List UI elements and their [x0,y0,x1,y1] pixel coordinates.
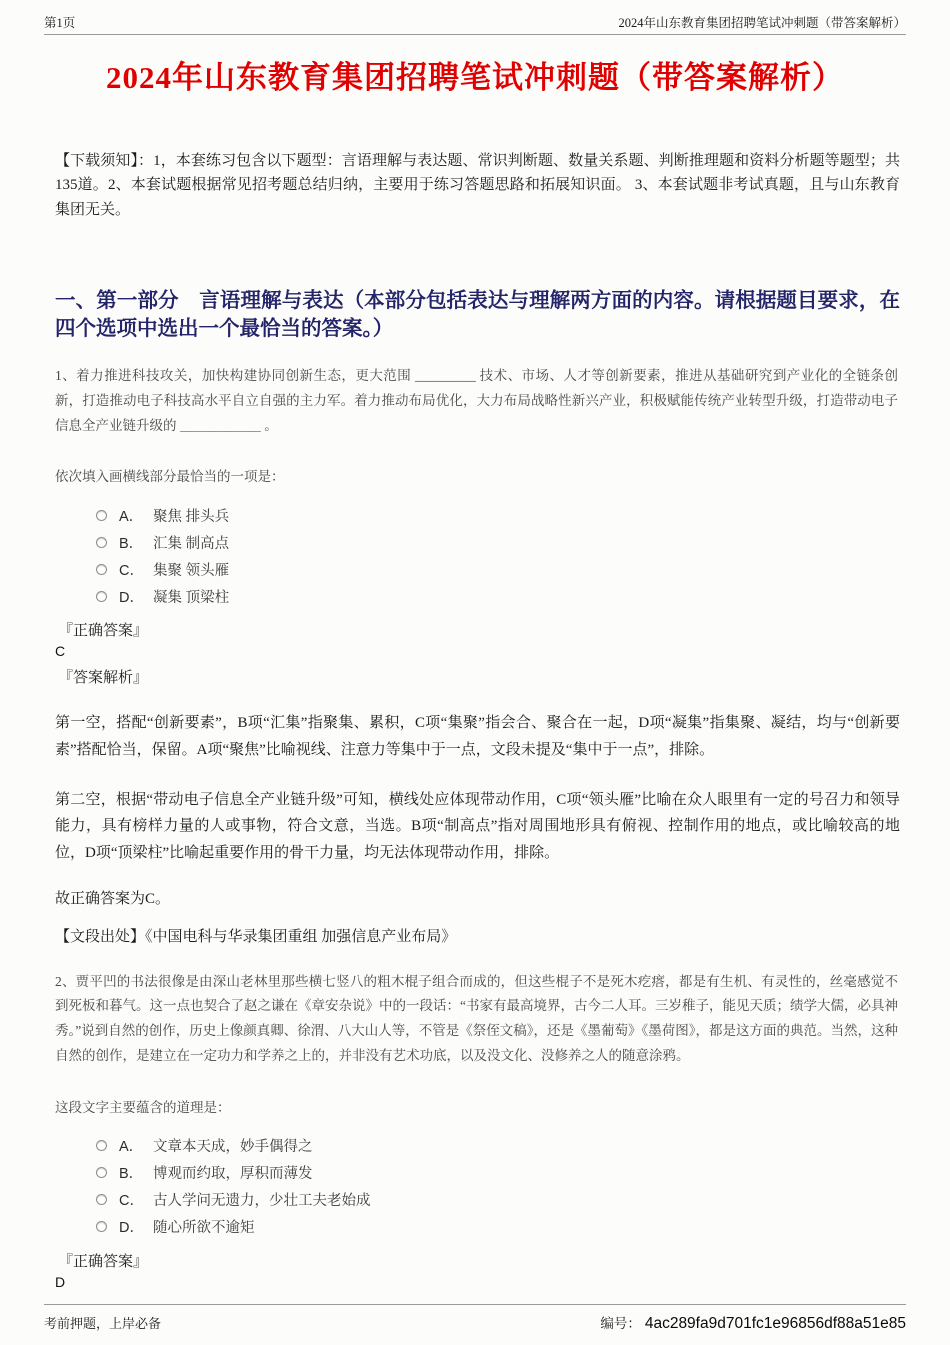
footer-id-value: 4ac289fa9d701fc1e96856df88a51e85 [644,1315,906,1332]
option-letter: B． [119,535,144,552]
correct-answer-value: C [55,643,66,660]
option-radio[interactable] [96,1167,107,1178]
section-heading: 一、第一部分 言语理解与表达（本部分包括表达与理解两方面的内容。请根据题目要求，在四个选项中选出一个最恰当的答案。） [55,289,900,340]
question-1-prompt: 依次填入画横线部分最恰当的一项是： [55,469,285,485]
option-row-b[interactable] [96,534,950,550]
option-letter: A． [119,1139,144,1156]
option-row-b[interactable] [96,1165,950,1181]
page-number: 第1页 [44,16,76,30]
option-radio[interactable] [96,1194,107,1205]
option-letter: A． [119,508,144,525]
option-text: 聚焦 排头兵 [153,508,230,525]
option-row-a[interactable] [96,507,950,523]
question-2-stem: 2、贾平凹的书法很像是由深山老林里那些横七竖八的粗木棍子组合而成的，但这些棍子不是死木疙瘩，都是有生机、有灵性的，丝毫感觉不到死板和暮气。这一点也契合了赵之谦在《章安杂说》中的一段话：“书家有最高境界，古今二人耳。三岁稚子，能见天质；绩学大儒，必具神秀。”说到自然的创作，历史上像颜真卿、徐渭、八大山人等，不管是《祭侄文稿》，还是《墨葡萄》《墨荷图》，都是这方面的典范。当然，这种自然的创作，是建立在一定功力和学养之上的，并非没有艺术功底，以及没文化、没修养之人的随意涂鸦。 [55,973,898,1063]
option-letter: C． [119,562,144,579]
option-letter: C． [119,1193,144,1210]
analysis-paragraph-2: 第二空，根据“带动电子信息全产业链升级”可知，横线处应体现带动作用，C项“领头雁”比喻在众人眼里有一定的号召力和领导能力，具有榜样力量的人或事物，符合文意，当选。B项“制高点”指对周围地形具有俯视、控制作用的地点，或比喻较高的地位，D项“顶梁柱”比喻起重要作用的骨干力量，均无法体现带动作用，排除。 [55,791,900,862]
analysis-paragraph-1: 第一空，搭配“创新要素”，B项“汇集”指聚集、累积，C项“集聚”指会合、聚合在一起，D项“凝集”指集聚、凝结，均与“创新要素”搭配恰当，保留。A项“聚焦”比喻视线、注意力等集中于一点，文段未提及“集中于一点”，排除。 [55,715,900,759]
option-text: 集聚 领头雁 [153,562,230,579]
option-text: 文章本天成，妙手偶得之 [153,1139,313,1156]
question-2 [0,970,950,1290]
option-letter: B． [119,1166,144,1183]
option-radio[interactable] [96,1221,107,1232]
page-title: 2024年山东教育集团招聘笔试冲刺题（带答案解析） [106,60,844,95]
option-radio[interactable] [96,510,107,521]
page-footer [44,1304,906,1333]
option-text: 随心所欲不逾矩 [153,1220,255,1237]
question-2-options [96,1138,950,1235]
correct-answer-label: 『正确答案』 [58,623,149,640]
option-radio[interactable] [96,537,107,548]
option-letter: D． [119,1220,144,1237]
correct-answer-label: 『正确答案』 [58,1253,149,1270]
option-row-c[interactable] [96,561,950,577]
option-row-c[interactable] [96,1192,950,1208]
option-text: 古人学问无遗力，少壮工夫老始成 [153,1193,371,1210]
option-row-a[interactable] [96,1138,950,1154]
footer-slogan: 考前押题，上岸必备 [44,1316,162,1331]
option-letter: D． [119,589,144,606]
option-row-d[interactable] [96,1219,950,1235]
question-1 [0,364,950,946]
question-1-options [96,507,950,604]
option-radio[interactable] [96,564,107,575]
page-header [44,0,906,35]
option-text: 博观而约取，厚积而薄发 [153,1166,313,1183]
conclusion: 故正确答案为C。 [55,890,171,907]
download-notice: 【下载须知】：1，本套练习包含以下题型：言语理解与表达题、常识判断题、数量关系题、判断推理题和资料分析题等题型；共135道。2、本套试题根据常见招考题总结归纳，主要用于练习答题思路和拓展知识面。 3、本套试题非考试真题，且与山东教育集团无关。 [55,153,900,218]
option-radio[interactable] [96,1140,107,1151]
option-text: 汇集 制高点 [153,535,230,552]
analysis-label: 『答案解析』 [58,670,149,687]
option-row-d[interactable] [96,588,950,604]
footer-id-label: 编号： [600,1316,641,1331]
option-radio[interactable] [96,591,107,602]
header-doc-title: 2024年山东教育集团招聘笔试冲刺题（带答案解析） [618,16,906,30]
question-1-stem: 1、着力推进科技攻关，加快构建协同创新生态，更大范围 _________ 技术、市场、人才等创新要素，推进从基础研究到产业化的全链条创新，打造推动电子科技高水平自立自强的主力军。着力推动布局优化，大力布局战略性新兴产业，积极赋能传统产业转型升级，打造带动电子信息全产业链升级的 ＿＿＿＿＿＿ 。 [55,368,898,433]
option-text: 凝集 顶梁柱 [153,589,230,606]
correct-answer-value: D [55,1273,66,1290]
source-citation: 【文段出处】《中国电科与华录集团重组 加强信息产业布局》 [55,928,457,945]
question-2-prompt: 这段文字主要蕴含的道理是： [55,1099,231,1115]
footer-id [600,1312,906,1333]
